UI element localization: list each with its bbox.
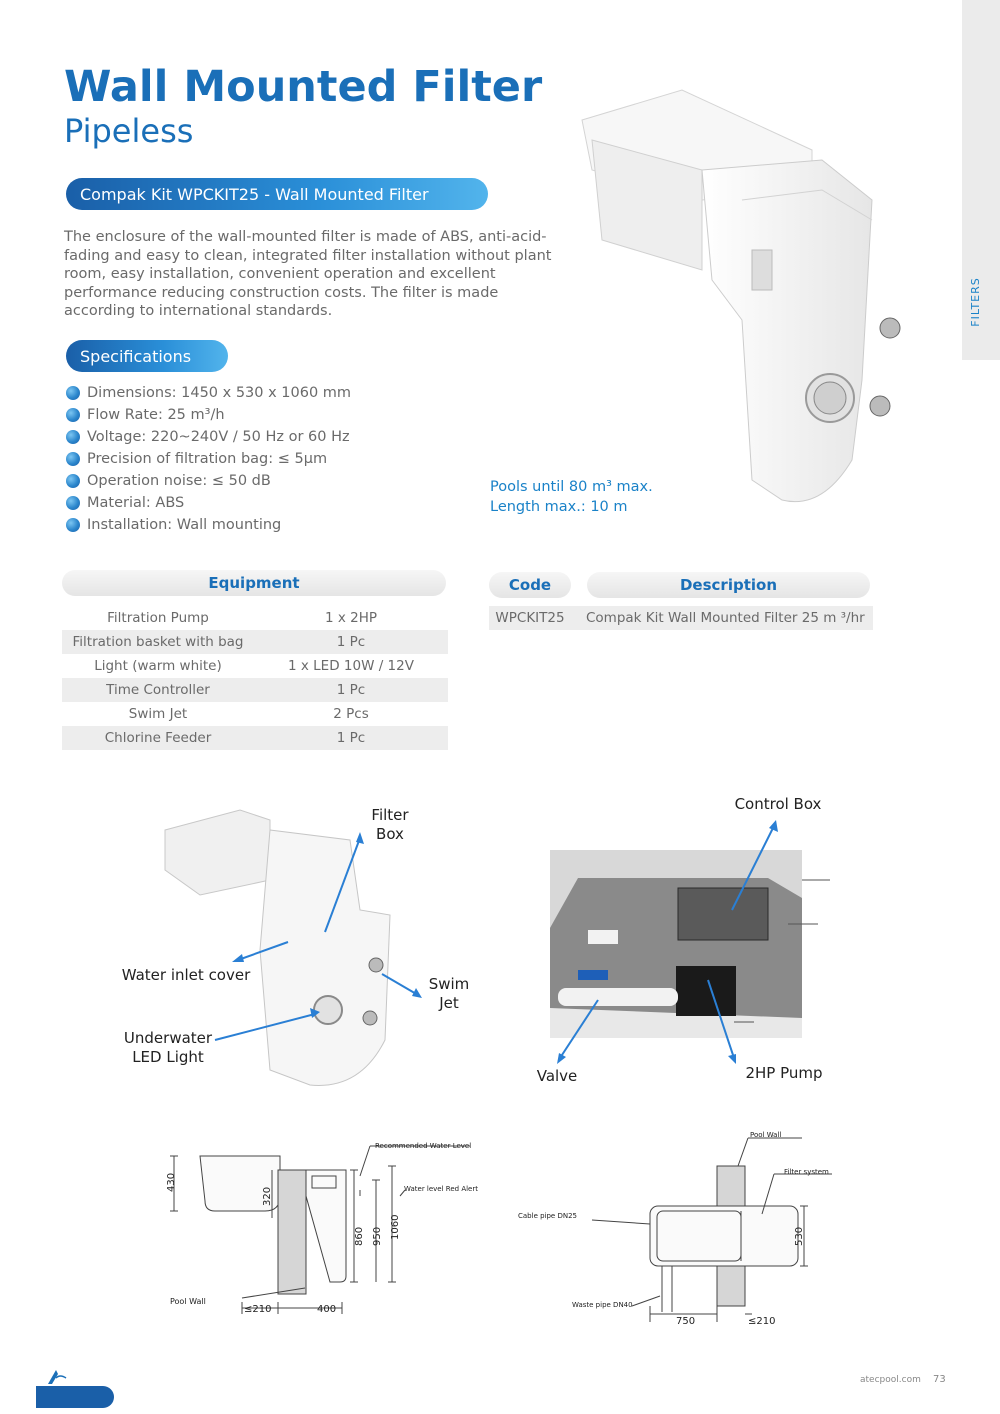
- bullet-icon: [66, 496, 80, 510]
- dim-750: 750: [676, 1316, 696, 1327]
- side-elevation-drawing: [160, 1136, 480, 1322]
- page-title: Wall Mounted Filter: [64, 62, 543, 112]
- dim-430: 430: [166, 1172, 177, 1192]
- control-box-label: Control Box: [734, 795, 822, 813]
- specifications-list: [66, 382, 351, 536]
- specifications-heading: Specifications: [66, 340, 228, 372]
- spec-item: Material: ABS: [66, 492, 351, 514]
- water-inlet-label: Water inlet cover: [121, 966, 251, 984]
- table-row: Time Controller 1 Pc: [62, 678, 448, 702]
- led-light-label: Underwater LED Light: [123, 1029, 213, 1066]
- dim-950: 950: [372, 1226, 383, 1246]
- bullet-icon: [66, 518, 80, 532]
- spec-item: Voltage: 220~240V / 50 Hz or 60 Hz: [66, 426, 351, 448]
- spec-item: Dimensions: 1450 x 530 x 1060 mm: [66, 382, 351, 404]
- interior-photo: [548, 818, 830, 1068]
- brand-logo-icon: [46, 1368, 68, 1386]
- dim-400: 400: [317, 1304, 337, 1315]
- filter-box-label: Filter Box: [371, 806, 409, 843]
- pool-length-line: Length max.: 10 m: [490, 498, 628, 515]
- bullet-icon: [66, 452, 80, 466]
- valve-label: Valve: [536, 1067, 578, 1085]
- intro-paragraph: The enclosure of the wall-mounted filter is made of ABS, anti-acid-fading and easy to clean, integrated filter installation without plant room, easy installation, convenient operation and excellent performance reducing construction costs. The filter is made according to international standards.: [64, 229, 552, 320]
- dim-860: 860: [354, 1226, 365, 1246]
- bullet-icon: [66, 474, 80, 488]
- equipment-table: [62, 606, 448, 750]
- product-image: [572, 80, 932, 520]
- equipment-heading: Equipment: [62, 570, 446, 596]
- red-alert-label: Water level Red Alert: [404, 1185, 478, 1193]
- cable-pipe-label: Cable pipe DN25: [518, 1212, 577, 1220]
- product-description: Compak Kit Wall Mounted Filter 25 m ³/hr: [586, 610, 865, 626]
- dim-210: ≤210: [244, 1304, 272, 1315]
- pump-label: 2HP Pump: [745, 1064, 823, 1082]
- table-row: Filtration Pump 1 x 2HP: [107, 610, 378, 626]
- bullet-icon: [66, 408, 80, 422]
- code-heading: Code: [489, 572, 571, 598]
- section-label: FILTERS: [968, 277, 982, 327]
- table-row: Swim Jet 2 Pcs: [128, 706, 369, 722]
- waste-pipe-label: Waste pipe DN40: [572, 1301, 633, 1309]
- swim-jet-label: Swim Jet: [428, 975, 470, 1012]
- page-number: 73: [933, 1374, 946, 1385]
- spec-item: Flow Rate: 25 m³/h: [66, 404, 351, 426]
- spec-item: Operation noise: ≤ 50 dB: [66, 470, 351, 492]
- top-pool-wall-label: Pool Wall: [750, 1131, 782, 1139]
- product-code: WPCKIT25: [495, 610, 565, 626]
- footer-website[interactable]: atecpool.com: [860, 1375, 921, 1385]
- bullet-icon: [66, 430, 80, 444]
- spec-item: Installation: Wall mounting: [66, 514, 351, 536]
- description-heading: Description: [587, 572, 870, 598]
- dim-530: 530: [794, 1226, 805, 1246]
- dim-1060: 1060: [390, 1214, 401, 1240]
- table-row: Light (warm white) 1 x LED 10W / 12V: [94, 658, 414, 674]
- recommended-level-label: Recommended Water Level: [375, 1142, 472, 1150]
- spec-item: Precision of filtration bag: ≤ 5μm: [66, 448, 351, 470]
- filter-system-label: Filter system: [784, 1168, 829, 1176]
- top-view-drawing: [512, 1126, 842, 1330]
- table-row: [489, 606, 873, 630]
- kit-heading: Compak Kit WPCKIT25 - Wall Mounted Filter: [66, 178, 488, 210]
- pool-wall-label: Pool Wall: [170, 1297, 206, 1306]
- footer-bar: [36, 1386, 114, 1408]
- table-row: Filtration basket with bag 1 Pc: [62, 630, 448, 654]
- pool-size-line: Pools until 80 m³ max.: [490, 479, 653, 495]
- dim-210-top: ≤210: [748, 1316, 776, 1327]
- page-subtitle: Pipeless: [64, 112, 194, 150]
- dim-320: 320: [262, 1186, 273, 1206]
- bullet-icon: [66, 386, 80, 400]
- table-row: Chlorine Feeder 1 Pc: [62, 726, 448, 750]
